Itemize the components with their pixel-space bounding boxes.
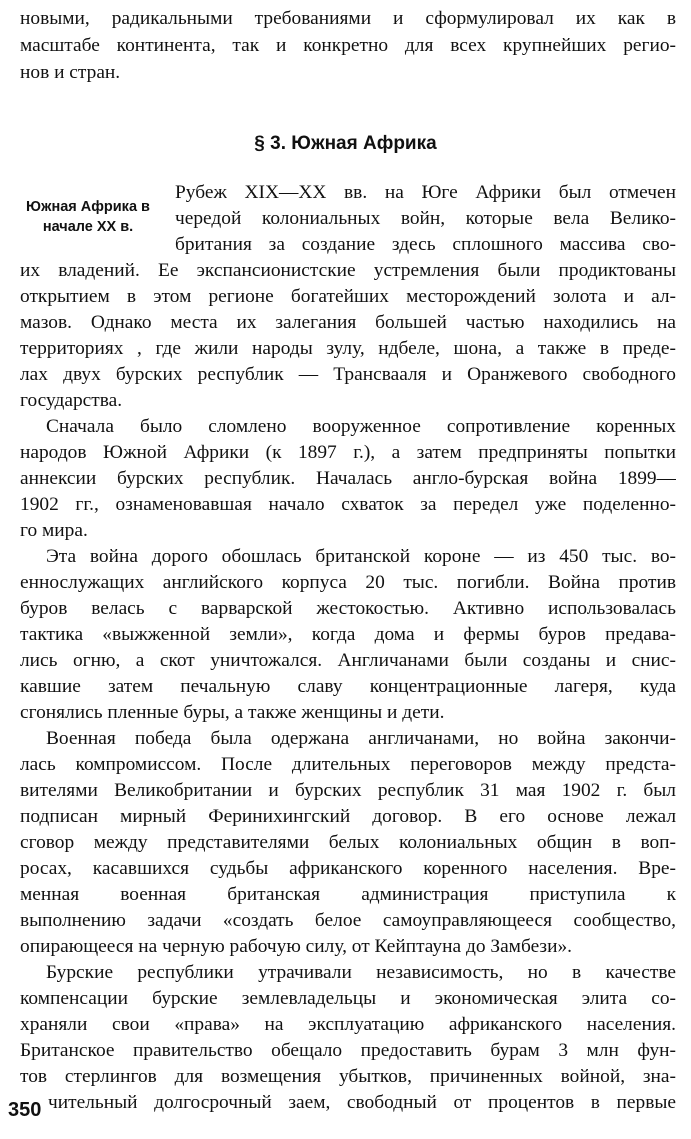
text-line: чительный долгосрочный заем, свободный от процентов в первые	[48, 1092, 676, 1113]
text-line: открытием в этом регионе богатейших месторождений золота и ал-	[20, 286, 676, 307]
text-line: народов Южной Африки (к 1897 г.), а затем предприняты попытки	[20, 442, 676, 463]
text-line: территориях , где жили народы зулу, ндбеле, шона, а также в преде-	[20, 338, 676, 359]
text-line: лись огню, а скот уничтожался. Англичанами были созданы и снис-	[20, 650, 676, 671]
text-line: го мира.	[20, 520, 88, 541]
text-line: Британское правительство обещало предоставить бурам 3 млн фун-	[20, 1040, 676, 1061]
text-line: сговор между представителями белых колониальных общин в воп-	[20, 832, 676, 853]
margin-note-line: начале XX в.	[42, 219, 134, 235]
text-line: еннослужащих английского корпуса 20 тыс. погибли. Война против	[20, 572, 676, 593]
text-line: масштабе континента, так и конкретно для всех крупнейших регио-	[20, 35, 676, 56]
text-line: 1902 гг., ознаменовавшая начало схваток за передел уже поделенно-	[20, 494, 676, 515]
text-line: подписан мирный Феринихингский договор. В его основе лежал	[20, 806, 676, 827]
text-line: новыми, радикальными требованиями и сформулировал их как в	[20, 8, 676, 29]
text-line: государства.	[20, 390, 123, 411]
text-line: аннексии бурских республик. Началась англо-бурская война 1899—	[20, 468, 676, 489]
text-line: Рубеж XIX—XX вв. на Юге Африки был отмечен	[175, 182, 676, 203]
text-line: вителями Великобритании и бурских республик 31 мая 1902 г. был	[20, 780, 676, 801]
text-line: храняли свои «права» на эксплуатацию африканского населения.	[20, 1014, 676, 1035]
text-line: мазов. Однако места их залегания большей частью находились на	[20, 312, 676, 333]
text-line: выполнению задачи «создать белое самоуправляющееся сообщество,	[20, 910, 676, 931]
text-line: опирающееся на черную рабочую силу, от Кейптауна до Замбези».	[20, 936, 572, 957]
text-line: их владений. Ее экспансионистские устремления были продиктованы	[20, 260, 676, 281]
text-line: лась компромиссом. После длительных переговоров между предста-	[20, 754, 676, 775]
margin-note	[8, 197, 168, 237]
text-line: тов стерлингов для возмещения убытков, причиненных войной, зна-	[20, 1066, 676, 1087]
text-line: компенсации бурские землевладельцы и экономическая элита со-	[20, 988, 676, 1009]
text-line: Военная победа была одержана англичанами, но война закончи-	[46, 728, 676, 749]
text-line: тактика «выжженной земли», когда дома и фермы буров предава-	[20, 624, 676, 645]
text-line: лах двух бурских республик — Трансвааля и Оранжевого свободного	[20, 364, 676, 385]
text-line: буров велась с варварской жестокостью. Активно использовалась	[20, 598, 676, 619]
text-line: нов и стран.	[20, 62, 121, 83]
text-line: росах, касавшихся судьбы африканского коренного населения. Вре-	[20, 858, 676, 879]
text-line: Эта война дорого обошлась британской короне — из 450 тыс. во-	[46, 546, 676, 567]
text-line: Сначала было сломлено вооруженное сопротивление коренных	[46, 416, 676, 437]
text-line: кавшие затем печальную славу концентрационные лагеря, куда	[20, 676, 676, 697]
page-number: 350	[8, 1099, 42, 1121]
text-line: сгонялись пленные буры, а также женщины и дети.	[20, 702, 445, 723]
text-line: британия за создание здесь сплошного массива сво-	[175, 234, 676, 255]
text-line: Бурские республики утрачивали независимость, но в качестве	[46, 962, 676, 983]
text-line: менная военная британская администрация приступила к	[20, 884, 676, 905]
margin-note-line: Южная Африка в	[26, 199, 150, 215]
text-line: чередой колониальных войн, которые вела Велико-	[175, 208, 676, 229]
section-heading: § 3. Южная Африка	[254, 133, 437, 154]
